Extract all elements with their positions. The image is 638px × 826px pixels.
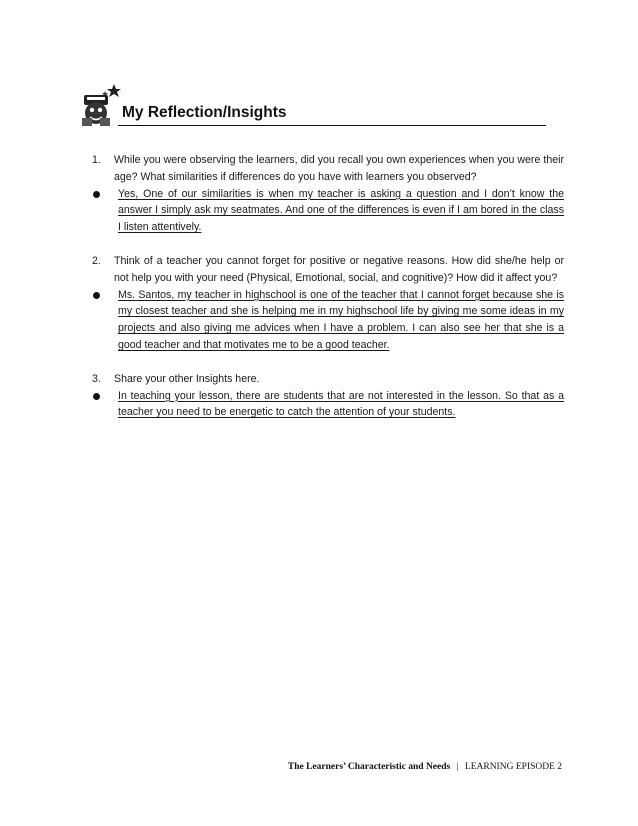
page-footer <box>288 762 562 772</box>
answer-3 <box>92 388 564 422</box>
question-2 <box>92 253 564 287</box>
answer-1 <box>92 186 564 236</box>
section-header <box>78 82 548 130</box>
page-title: My Reflection/Insights <box>122 104 287 121</box>
question-text: Share your other Insights here. <box>114 372 260 385</box>
bullet-icon <box>93 393 100 400</box>
title-underline <box>118 125 546 126</box>
reflection-list <box>92 152 564 421</box>
bullet-icon <box>93 191 100 198</box>
question-3 <box>92 371 564 388</box>
question-1 <box>92 152 564 186</box>
bullet-icon <box>93 292 100 299</box>
question-number: 3. <box>92 372 101 385</box>
question-number: 1. <box>92 154 101 166</box>
reading-mascot-logo-icon <box>78 82 122 128</box>
answer-text: In teaching your lesson, there are students that are not interested in the lesson. So that as a teacher you need to be energetic to catch the attention of your students. <box>118 389 564 419</box>
answer-2 <box>92 287 564 354</box>
footer-episode: LEARNING EPISODE 2 <box>464 762 562 772</box>
footer-separator: | <box>456 762 459 772</box>
question-number: 2. <box>92 254 101 267</box>
question-text: Think of a teacher you cannot forget for positive or negative reasons. How did she/he help or not help you with your need (Physical, Emotional, social, and cognitive)? How did it affect you? <box>114 254 564 284</box>
footer-document-title: The Learners’ Characteristic and Needs <box>287 762 451 772</box>
question-text: While you were observing the learners, did you recall you own experiences when you were their age? What similarities if differences do you have with learners you observed? <box>114 154 564 183</box>
answer-text: Yes, One of our similarities is when my teacher is asking a question and I don’t know the answer I simply ask my seatmates. And one of the differences is even if I am bored in the class I listen attentively. <box>118 187 564 234</box>
answer-text: Ms. Santos, my teacher in highschool is one of the teacher that I cannot forget because she is my closest teacher and she is helping me in my highschool life by giving me some ideas in my projects and also giving me advices when I have a problem. I can also see her that she is a good teacher and that motivates me to be a good teacher. <box>118 288 564 351</box>
